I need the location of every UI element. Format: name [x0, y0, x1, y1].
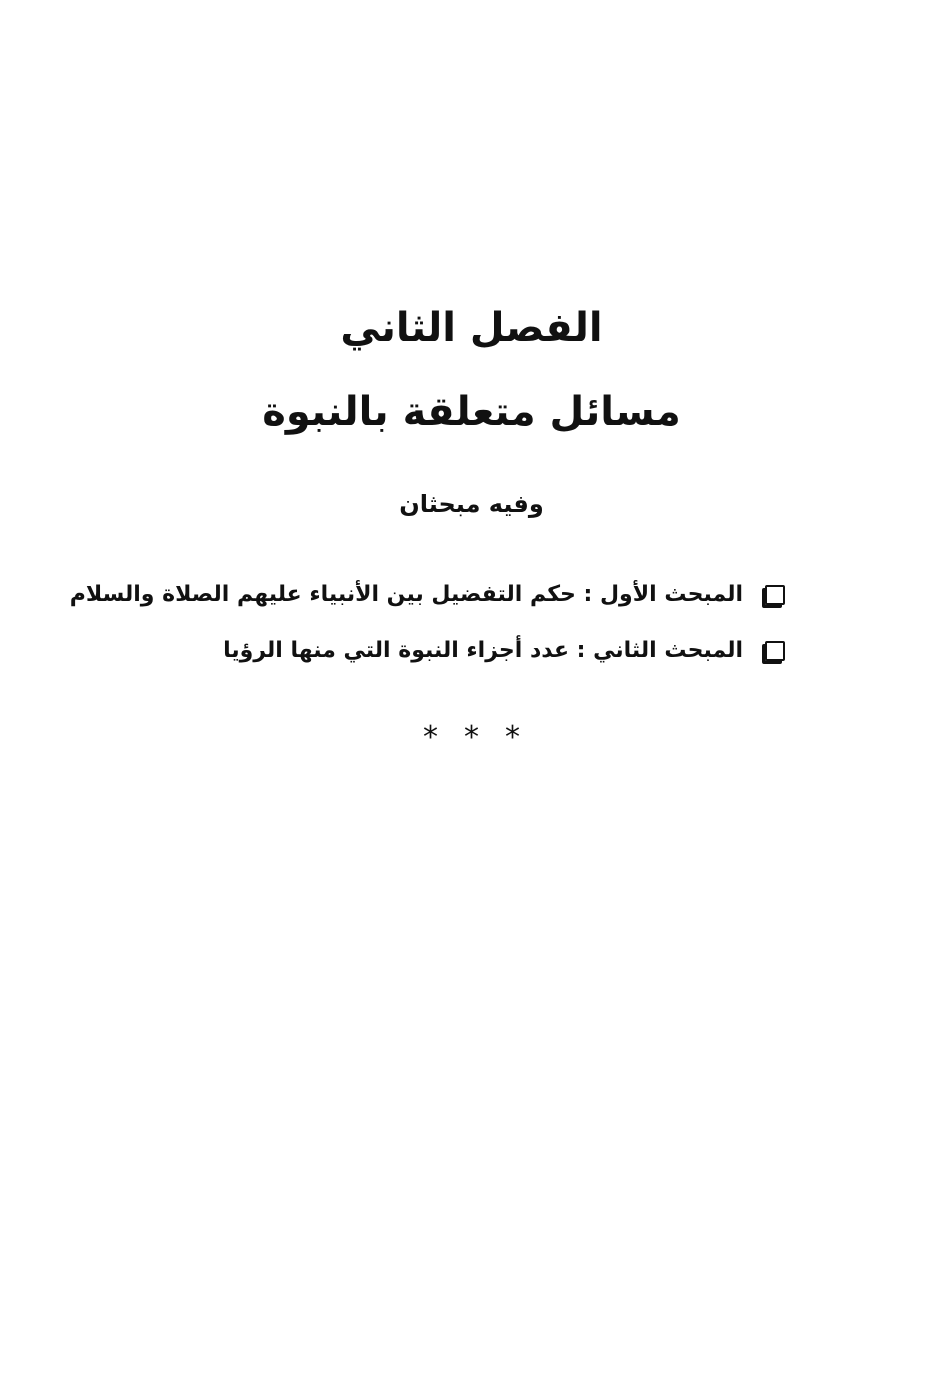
section-item-second: [105, 628, 785, 674]
sections-list: [69, 572, 785, 684]
section-label: المبحث الأول : حكم التفضيل بين الأنبياء عليهم الصلاة والسلام: [69, 582, 743, 607]
section-separator: ***: [423, 720, 546, 755]
checkbox-bullet-icon: [765, 585, 785, 605]
section-label: المبحث الثاني : عدد أجزاء النبوة التي منها الرؤيا: [223, 638, 743, 663]
checkbox-bullet-icon: [765, 641, 785, 661]
chapter-title: مسائل متعلقة بالنبوة: [262, 389, 681, 435]
section-item-first: [69, 572, 785, 618]
chapter-subtitle: وفيه مبحثان: [399, 490, 544, 518]
chapter-label: الفصل الثاني: [340, 305, 603, 351]
